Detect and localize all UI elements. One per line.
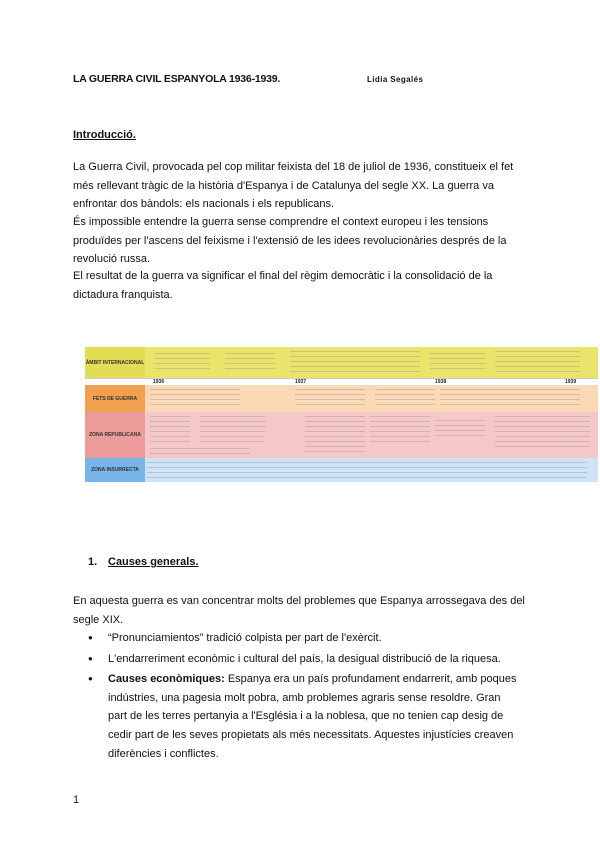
list-item-text: L'endarreriment econòmic i cultural del país, la desigual distribució de la riquesa. xyxy=(108,652,501,665)
section-1-intro-text: En aquesta guerra es van concentrar molts del problemes que Espanya arrossegava des del segle XIX. xyxy=(73,595,525,626)
list-item xyxy=(88,650,518,669)
timeline-row-international xyxy=(85,347,598,378)
timeline-cell xyxy=(225,353,275,371)
document-title: LA GUERRA CIVIL ESPANYOLA 1936-1939. xyxy=(73,73,281,85)
section-1-title: Causes generals. xyxy=(108,556,199,568)
timeline-cell xyxy=(375,389,435,409)
section-1-intro xyxy=(73,592,533,629)
timeline-cell xyxy=(495,416,590,450)
intro-heading-text: Introducció xyxy=(73,129,133,141)
intro-p1-text: La Guerra Civil, provocada pel cop militar feixista del 18 de juliol de 1936, constitueix el fet més rellevant tràgic de la història d'Espanya i de Catalunya del segle XX. La guerra va enfrontar dos bàndols: els nacionals i els republicans. xyxy=(73,161,514,211)
timeline-label-insurgent: ZONA INSURRECTA xyxy=(85,458,145,482)
civil-war-timeline-figure xyxy=(85,347,598,482)
timeline-cell xyxy=(370,416,430,446)
page-number: 1 xyxy=(73,794,80,806)
intro-p3-text: El resultat de la guerra va significar el final del règim democràtic i la consolidació de la dictadura franquista. xyxy=(73,270,493,301)
timeline-label-international: ÀMBIT INTERNACIONAL xyxy=(85,347,145,378)
timeline-cell xyxy=(435,420,485,440)
intro-heading xyxy=(73,129,136,141)
list-item xyxy=(88,629,518,648)
intro-heading-suffix: . xyxy=(132,129,136,141)
timeline-cell xyxy=(305,416,365,452)
causes-list xyxy=(88,629,518,763)
list-item xyxy=(88,670,518,763)
timeline-cell xyxy=(150,389,240,409)
list-item-text: “Pronunciamientos” tradició colpista per part de l'exèrcit. xyxy=(108,632,382,644)
timeline-label-war: FETS DE GUERRA xyxy=(85,385,145,412)
section-1-number: 1. xyxy=(88,556,98,568)
timeline-cell xyxy=(430,353,485,371)
timeline-row-republican xyxy=(85,412,598,458)
intro-paragraph-1 xyxy=(73,158,533,214)
intro-paragraph-3 xyxy=(73,267,533,304)
intro-paragraph-2 xyxy=(73,213,533,269)
list-item-text: Espanya era un país profundament endarrerit, amb poques indústries, una pagesia molt pobra, amb problemes agraris sense resoldre. Gran part de les terres pertanyia a l'Església i a la noblesa, que no tenien cap desig de cedir part de les seves propietats als més necessitats. Aquestes injustícies creaven diferències i conflictes. xyxy=(108,673,517,760)
list-item-bold: Causes econòmiques: xyxy=(108,673,225,686)
timeline-year: 1936 xyxy=(153,379,165,385)
timeline-cell xyxy=(440,389,580,409)
timeline-year: 1938 xyxy=(435,379,447,385)
section-1-heading xyxy=(88,556,199,568)
timeline-cell xyxy=(200,416,265,444)
timeline-cell xyxy=(155,353,210,371)
timeline-cell xyxy=(295,389,365,409)
timeline-cell xyxy=(147,462,587,478)
timeline-year: 1939 xyxy=(565,379,577,385)
timeline-cell xyxy=(495,351,580,373)
timeline-label-republican: ZONA REPUBLICANA xyxy=(85,412,145,458)
timeline-cell xyxy=(150,416,190,444)
author-name: Lidia Segalés xyxy=(367,75,424,84)
timeline-cell xyxy=(290,351,340,373)
timeline-row-war xyxy=(85,385,598,412)
timeline-row-insurgent xyxy=(85,458,598,482)
timeline-cell xyxy=(150,448,250,455)
timeline-year: 1937 xyxy=(295,379,307,385)
timeline-cell xyxy=(340,351,420,373)
intro-p2-text: És impossible entendre la guerra sense comprendre el context europeu i les tensions produïdes per l'ascens del feixisme i l'extensió de les idees revolucionàries després de la revolució russa. xyxy=(73,216,507,266)
